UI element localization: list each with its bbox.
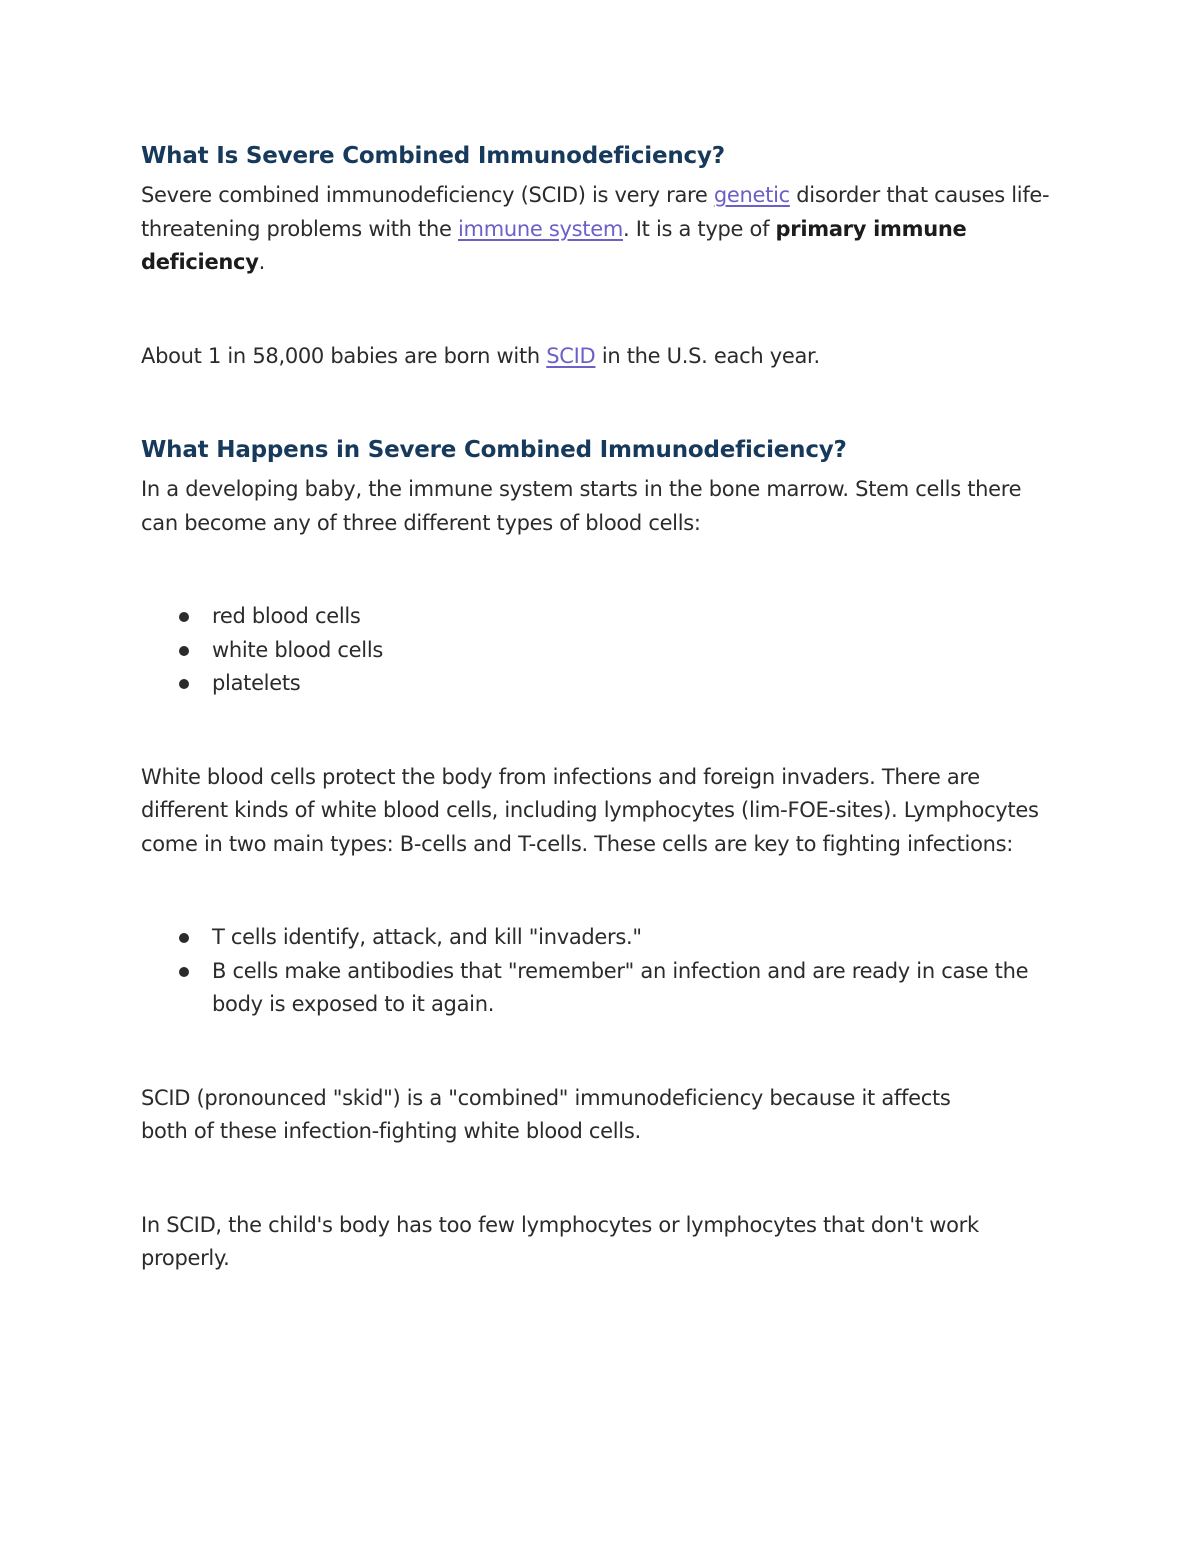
section2-heading: What Happens in Severe Combined Immunodeficiency? [141,437,847,463]
immune-system-link[interactable]: immune system [458,216,623,241]
bullet-icon [179,646,189,656]
combined-paragraph: SCID (pronounced "skid") is a "combined" immunodeficiency because it affects both of these infection-fighting white blood cells. [141,1085,951,1143]
bullet-icon [179,679,189,689]
scid-link[interactable]: SCID [546,343,596,368]
list-item: B cells make antibodies that "remember" an infection and are ready in case the body is exposed to it again. [141,955,1051,1022]
list-item: platelets [141,667,1066,701]
prevalence-text-2: in the U.S. each year. [595,343,820,368]
section1-heading: What Is Severe Combined Immunodeficiency? [141,143,725,169]
list-item: red blood cells [141,600,1066,634]
bone-marrow-paragraph: In a developing baby, the immune system starts in the bone marrow. Stem cells there can become any of three different types of blood cells: [141,477,1022,535]
intro-text-1: Severe combined immunodeficiency (SCID) is very rare [141,183,714,207]
intro-text-2: disorder that causes life-threatening problems with the [141,183,1050,241]
list-item: white blood cells [141,634,1066,668]
genetic-link[interactable]: genetic [713,183,790,207]
blood-cell-types-list [141,600,1066,701]
primary-immune-deficiency-bold: primary immune deficiency [141,216,967,274]
prevalence-text-1: About 1 in 58,000 babies are born with [141,343,547,368]
intro-paragraph [141,179,1056,280]
lymphocyte-types-list [141,921,1051,1022]
document-page [141,138,1066,1276]
intro-text-3: . It is a type of [622,216,776,241]
list-item: T cells identify, attack, and kill "invaders." [141,921,1051,955]
prevalence-paragraph [141,340,1066,374]
bullet-icon [179,933,189,943]
lymphocytes-paragraph: In SCID, the child's body has too few lymphocytes or lymphocytes that don't work properly. [141,1212,979,1270]
white-blood-cells-paragraph: White blood cells protect the body from infections and foreign invaders. There are different kinds of white blood cells, including lymphocytes (lim-FOE-sites). Lymphocytes come in two main types: B-cells and T-cells. These cells are key to fighting infections: [141,764,1039,856]
bullet-icon [179,612,189,622]
intro-text-4: . [258,250,265,274]
bullet-icon [179,967,189,977]
